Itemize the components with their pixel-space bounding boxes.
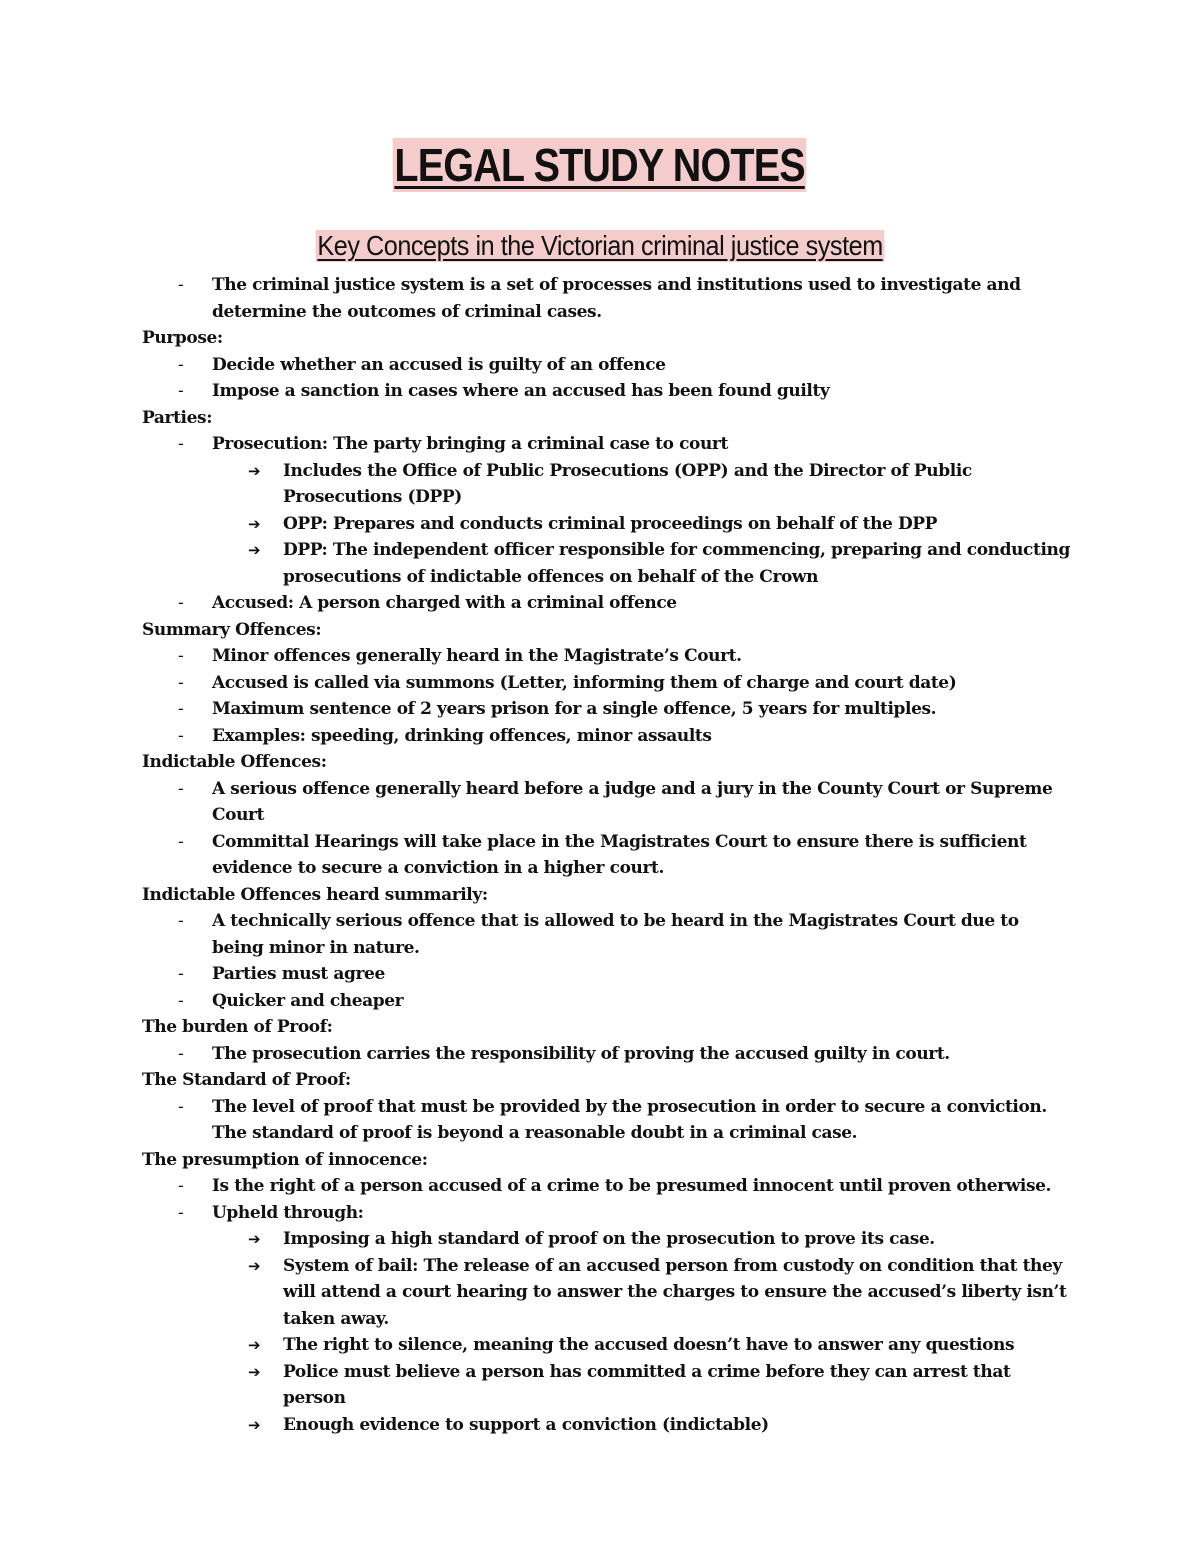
sub-bullet-item	[142, 1253, 1072, 1333]
bullet-item	[142, 1094, 1072, 1147]
bullet-item	[142, 272, 1072, 325]
bullet-text: Minor offences generally heard in the Magistrate’s Court.	[212, 646, 742, 666]
arrow-bullet-icon: ➔	[248, 541, 261, 559]
sub-bullet-item	[142, 1359, 1072, 1412]
dash-bullet-icon: -	[178, 911, 184, 931]
dash-bullet-icon: -	[178, 1043, 184, 1064]
arrow-bullet-icon: ➔	[248, 1336, 261, 1354]
bullet-text: A technically serious offence that is allowed to be heard in the Magistrates Court due to being minor in nature.	[212, 911, 1019, 958]
sub-bullet-item	[142, 1332, 1072, 1359]
dash-bullet-icon: -	[178, 778, 184, 799]
bullet-text: Accused is called via summons (Letter, informing them of charge and court date)	[212, 672, 957, 693]
bullet-item	[142, 378, 1072, 405]
dash-bullet-icon: -	[178, 434, 184, 454]
dash-bullet-icon: -	[178, 1176, 184, 1196]
bullet-text: Decide whether an accused is guilty of an offence	[212, 354, 666, 375]
bullet-item	[142, 1173, 1072, 1200]
bullet-item	[142, 961, 1072, 988]
bullet-text: Includes the Office of Public Prosecutions (OPP) and the Director of Public Prosecutions (DPP)	[283, 460, 972, 507]
bullet-text: Parties must agree	[212, 964, 385, 984]
sub-bullet-item	[142, 511, 1072, 538]
dash-bullet-icon: -	[178, 964, 184, 984]
bullet-item	[142, 1200, 1072, 1227]
bullet-text: The prosecution carries the responsibility of proving the accused guilty in court.	[212, 1043, 950, 1064]
bullet-text: Committal Hearings will take place in the Magistrates Court to ensure there is sufficient evidence to secure a conviction in a higher court.	[212, 831, 1027, 878]
bullet-text: OPP: Prepares and conducts criminal proceedings on behalf of the DPP	[283, 513, 938, 534]
bullet-item	[142, 908, 1072, 961]
bullet-text: The right to silence, meaning the accused doesn’t have to answer any questions	[283, 1335, 1015, 1355]
bullet-text: Quicker and cheaper	[212, 990, 404, 1011]
bullet-text: DPP: The independent officer responsible for commencing, preparing and conducting prosecutions of indictable offences on behalf of the Crown	[283, 540, 1070, 587]
section-heading: Indictable Offences:	[142, 752, 327, 772]
arrow-bullet-icon: ➔	[248, 1256, 261, 1275]
sub-bullet-item	[142, 537, 1072, 590]
section-heading: Summary Offences:	[142, 619, 322, 640]
bullet-text: Is the right of a person accused of a crime to be presumed innocent until proven otherwise.	[212, 1176, 1052, 1196]
arrow-bullet-icon: ➔	[248, 1415, 261, 1434]
section-title: Key Concepts in the Victorian criminal justice system	[317, 230, 883, 261]
dash-bullet-icon: -	[178, 275, 184, 295]
bullet-item	[142, 352, 1072, 379]
sub-bullet-item	[142, 1412, 1072, 1439]
bullet-text: Prosecution: The party bringing a criminal case to court	[212, 434, 728, 454]
section-heading: Parties:	[142, 407, 213, 428]
section-heading: Indictable Offences heard summarily:	[142, 884, 488, 905]
bullet-item	[142, 431, 1072, 458]
dash-bullet-icon: -	[178, 725, 184, 746]
bullet-text: Impose a sanction in cases where an accused has been found guilty	[212, 381, 830, 401]
dash-bullet-icon: -	[178, 831, 184, 852]
bullet-item	[142, 643, 1072, 670]
bullet-item	[142, 670, 1072, 697]
bullet-item	[142, 988, 1072, 1015]
dash-bullet-icon: -	[178, 990, 184, 1011]
bullet-text: Enough evidence to support a conviction (indictable)	[283, 1414, 769, 1435]
bullet-text: The level of proof that must be provided by the prosecution in order to secure a conviction. The standard of proof is beyond a reasonable doubt in a criminal case.	[212, 1096, 1047, 1143]
bullet-item	[142, 590, 1072, 617]
bullet-item	[142, 1041, 1072, 1068]
dash-bullet-icon: -	[178, 593, 184, 613]
sub-bullet-item	[142, 1226, 1072, 1253]
bullet-text: The criminal justice system is a set of processes and institutions used to investigate and determine the outcomes of criminal cases.	[212, 275, 1021, 322]
bullet-item	[142, 696, 1072, 723]
arrow-bullet-icon: ➔	[248, 1230, 261, 1248]
dash-bullet-icon: -	[178, 699, 184, 719]
notes-body	[142, 272, 1072, 1438]
sub-bullet-item	[142, 458, 1072, 511]
section-title-wrap	[0, 230, 1200, 262]
section-heading: Purpose:	[142, 328, 223, 348]
bullet-item	[142, 776, 1072, 829]
dash-bullet-icon: -	[178, 354, 184, 375]
bullet-text: A serious offence generally heard before a judge and a jury in the County Court or Supreme Court	[212, 778, 1053, 825]
bullet-item	[142, 723, 1072, 750]
dash-bullet-icon: -	[178, 1202, 184, 1223]
dash-bullet-icon: -	[178, 1096, 184, 1117]
section-heading: The burden of Proof:	[142, 1017, 333, 1037]
page-title: LEGAL STUDY NOTES	[394, 139, 806, 191]
bullet-text: Upheld through:	[212, 1202, 364, 1223]
bullet-text: Accused: A person charged with a criminal offence	[212, 593, 677, 613]
page-title-wrap	[0, 138, 1200, 192]
bullet-text: Police must believe a person has committed a crime before they can arrest that person	[283, 1361, 1011, 1408]
bullet-text: Maximum sentence of 2 years prison for a single offence, 5 years for multiples.	[212, 699, 937, 719]
bullet-item	[142, 829, 1072, 882]
arrow-bullet-icon: ➔	[248, 461, 261, 480]
arrow-bullet-icon: ➔	[248, 1362, 261, 1381]
dash-bullet-icon: -	[178, 672, 184, 693]
bullet-text: Examples: speeding, drinking offences, minor assaults	[212, 725, 712, 746]
dash-bullet-icon: -	[178, 646, 184, 666]
bullet-text: System of bail: The release of an accused person from custody on condition that they will attend a court hearing to answer the charges to ensure the accused’s liberty isn’t taken away.	[283, 1255, 1067, 1329]
bullet-text: Imposing a high standard of proof on the prosecution to prove its case.	[283, 1229, 935, 1249]
section-heading: The Standard of Proof:	[142, 1070, 351, 1090]
arrow-bullet-icon: ➔	[248, 514, 261, 533]
dash-bullet-icon: -	[178, 381, 184, 401]
section-heading: The presumption of innocence:	[142, 1149, 428, 1170]
